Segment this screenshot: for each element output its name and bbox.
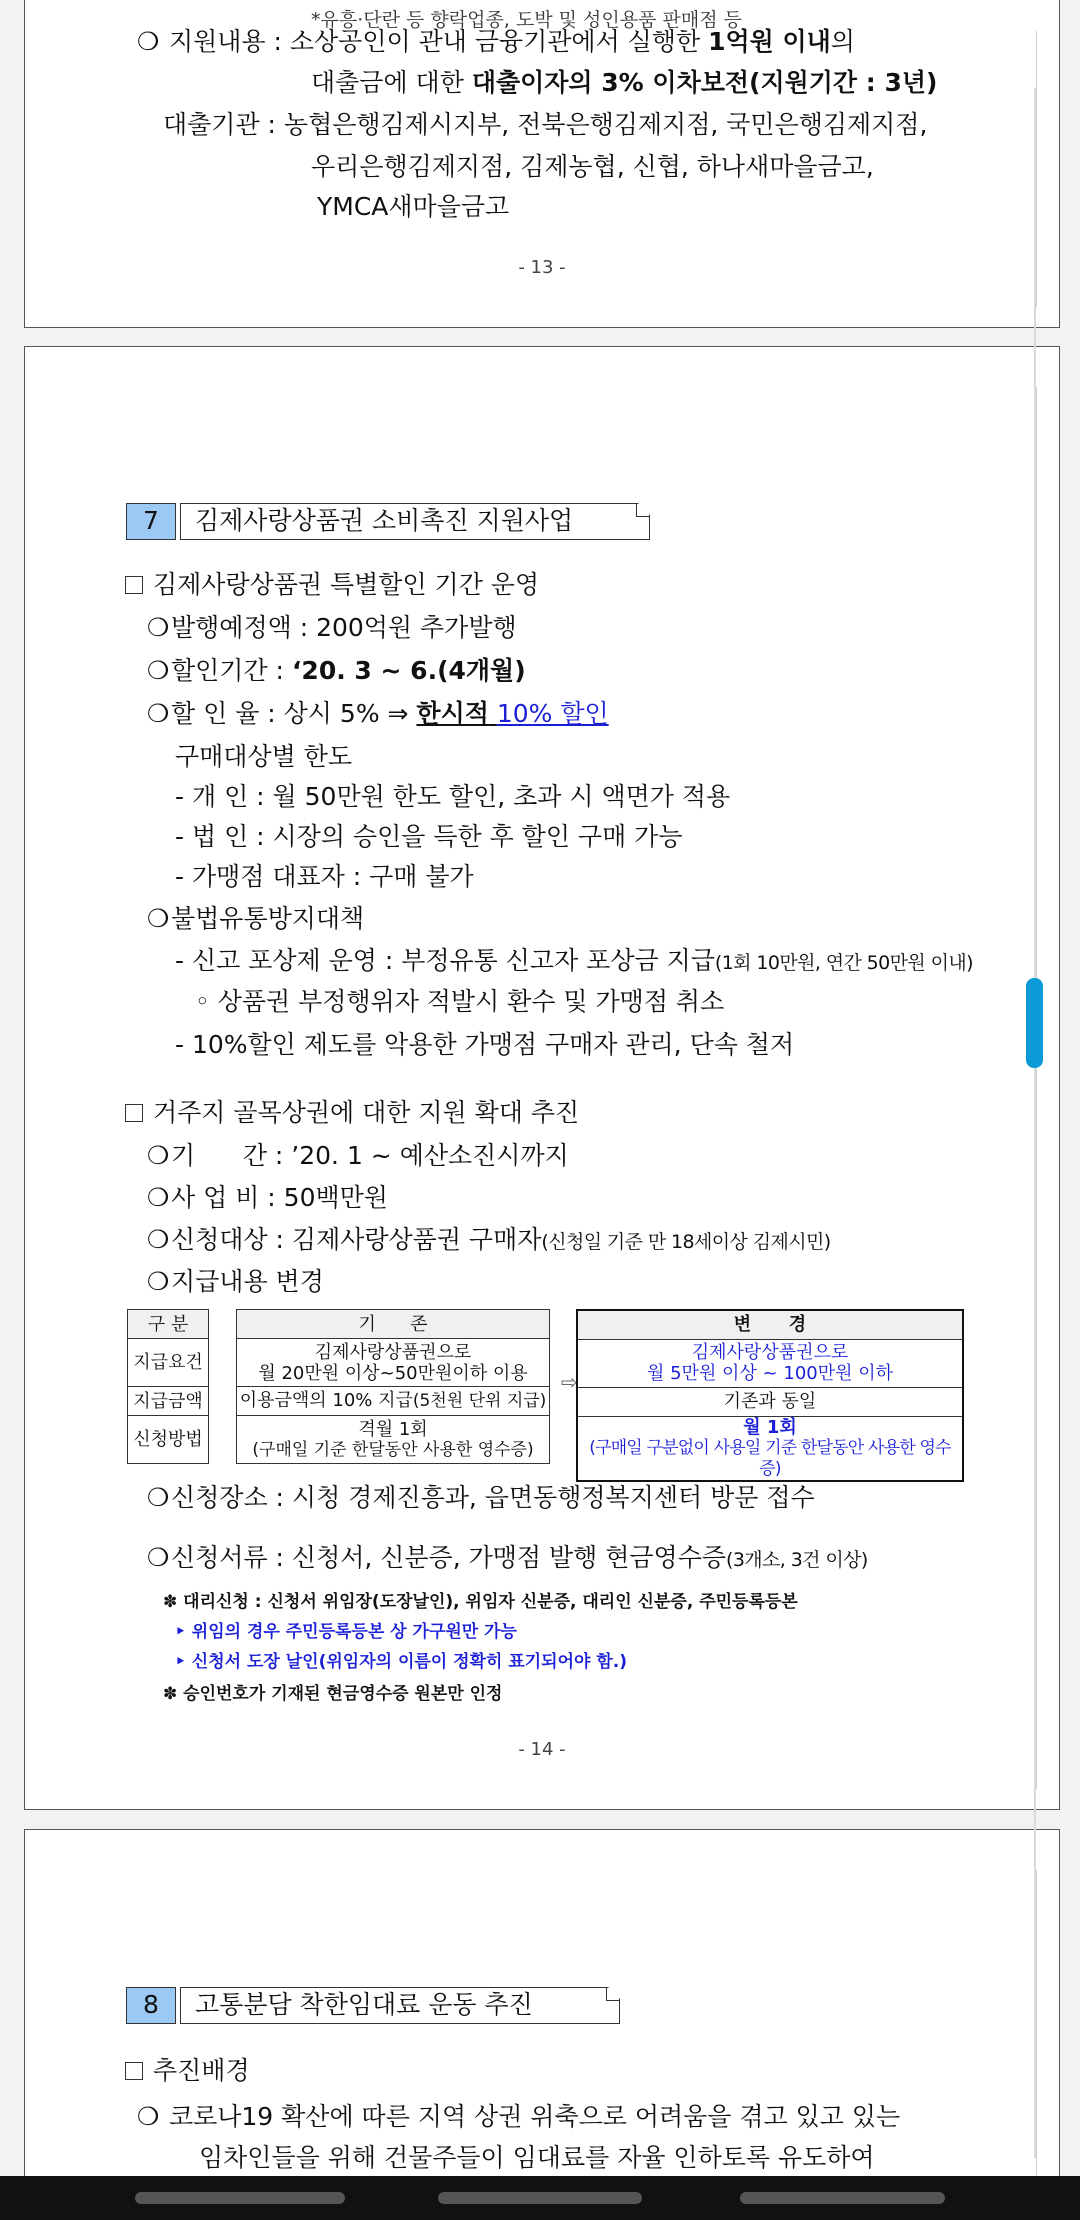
- table-header: 기 존: [237, 1310, 550, 1339]
- lenders-line2: 우리은행김제지점, 김제농협, 신협, 하나새마을금고,: [311, 152, 874, 181]
- limit-individual: - 개 인 : 월 50만원 한도 할인, 초과 시 액면가 적용: [175, 782, 731, 811]
- background-line1: ❍ 코로나19 확산에 따른 지역 상권 위축으로 어려움을 겪고 있고 있는: [137, 2100, 900, 2134]
- approval-note: ✽ 승인번호가 기재된 현금영수증 원본만 인정: [163, 1684, 503, 1704]
- limit-corporation: - 법 인 : 시장의 승인을 득한 후 할인 구매 가능: [175, 822, 683, 851]
- table-category: [127, 1309, 209, 1464]
- circle-bullet-icon: ❍: [147, 1183, 170, 1212]
- heading-background: 추진배경: [125, 2054, 250, 2088]
- fraud-recovery-line: ◦ 상품권 부정행위자 적발시 환수 및 가맹점 취소: [195, 987, 725, 1016]
- heading-alley-support: 거주지 골목상권에 대한 지원 확대 추진: [125, 1096, 579, 1130]
- budget-line: ❍사 업 비 : 50백만원: [147, 1181, 388, 1215]
- page-margin-line: [1036, 1870, 1037, 2208]
- limit-store-owner: - 가맹점 대표자 : 구매 불가: [175, 862, 474, 891]
- page-number: - 14 -: [518, 1739, 566, 1760]
- term-line: ❍기 간 : ’20. 1 ~ 예산소진시까지: [147, 1139, 569, 1173]
- support-content-line2: 대출금에 대한 대출이자의 3% 이차보전(지원기간 : 3년): [311, 68, 938, 97]
- folded-corner-icon: [606, 1987, 620, 2001]
- circle-bullet-icon: ❍: [147, 1543, 170, 1572]
- illegal-prevention-title: ❍불법유통방지대책: [147, 902, 364, 936]
- discount-period-line: ❍할인기간 : ‘20. 3 ~ 6.(4개월): [147, 654, 526, 688]
- table-cell: 김제사랑상품권으로 월 5만원 이상 ~ 100만원 이하: [577, 1339, 963, 1387]
- proxy-note: ✽ 대리신청 : 신청서 위임장(도장날인), 위임자 신분증, 대리인 신분증, 주민등록등본: [163, 1592, 798, 1612]
- proxy-subnote-2: ‣ 신청서 도장 날인(위임자의 이름이 정확히 표기되어야 함.): [175, 1652, 627, 1672]
- checkbox-square-icon: [125, 576, 143, 594]
- circle-bullet-icon: ❍: [147, 656, 170, 685]
- change-arrow-icon: ⇨: [561, 1370, 578, 1394]
- system-navigation-bar: [0, 2176, 1080, 2220]
- document-page-14: [24, 346, 1060, 1810]
- change-title-line: ❍지급내용 변경: [147, 1265, 324, 1299]
- document-page-15: [24, 1829, 1060, 2220]
- section-title-box: 김제사랑상품권 소비촉진 지원사업: [180, 503, 650, 540]
- report-reward-line: - 신고 포상제 운영 : 부정유통 신고자 포상금 지급(1회 10만원, 연간 50만원 이내): [175, 946, 973, 975]
- circle-bullet-icon: ❍: [147, 904, 170, 933]
- table-changed: [576, 1309, 964, 1482]
- nav-handle-right[interactable]: [740, 2192, 945, 2204]
- document-page-13: [24, 0, 1060, 328]
- table-header: 변 경: [577, 1310, 963, 1339]
- abuse-control-line: - 10%할인 제도를 악용한 가맹점 구매자 관리, 단속 철저: [175, 1030, 795, 1059]
- table-existing: [236, 1309, 550, 1464]
- scrollbar-thumb[interactable]: [1026, 978, 1043, 1068]
- table-cell: 이용금액의 10% 지급(5천원 단위 지급): [237, 1387, 550, 1416]
- checkbox-square-icon: [125, 2062, 143, 2080]
- nav-handle-left[interactable]: [135, 2192, 345, 2204]
- limits-title: 구매대상별 한도: [175, 742, 352, 771]
- nav-handle-center[interactable]: [438, 2192, 642, 2204]
- table-cell: 지급요건: [128, 1339, 209, 1387]
- circle-bullet-icon: ❍: [147, 1483, 170, 1512]
- folded-corner-icon: [636, 503, 650, 517]
- target-line: ❍신청대상 : 김제사랑상품권 구매자(신청일 기준 만 18세이상 김제시민): [147, 1223, 831, 1259]
- discount-rate-line: ❍할 인 율 : 상시 5% ⇒ 한시적 10% 할인: [147, 697, 609, 731]
- circle-bullet-icon: ❍: [147, 1267, 170, 1296]
- circle-bullet-icon: ❍: [147, 1141, 170, 1170]
- table-cell: 지급금액: [128, 1387, 209, 1416]
- lenders-line1: 대출기관 : 농협은행김제시지부, 전북은행김제지점, 국민은행김제지점,: [163, 110, 928, 139]
- issue-amount-line: ❍발행예정액 : 200억원 추가발행: [147, 611, 517, 645]
- section-title-box: 고통분담 착한임대료 운동 추진: [180, 1987, 620, 2024]
- exclusion-note: *유흥·단란 등 향락업종, 도박 및 성인용품 판매점 등: [311, 9, 742, 31]
- support-content-line1: ❍ 지원내용 : 소상공인이 관내 금융기관에서 실행한 1억원 이내의: [137, 25, 855, 59]
- circle-bullet-icon: ❍: [147, 613, 170, 642]
- table-cell: 기존과 동일: [577, 1387, 963, 1416]
- proxy-subnote-1: ‣ 위임의 경우 주민등록등본 상 가구원만 가능: [175, 1622, 517, 1642]
- table-cell: 신청방법: [128, 1416, 209, 1464]
- apply-docs-line: ❍신청서류 : 신청서, 신분증, 가맹점 발행 현금영수증(3개소, 3건 이상): [147, 1541, 868, 1577]
- page-number: - 13 -: [518, 257, 566, 278]
- table-header: 구 분: [128, 1310, 209, 1339]
- lenders-line3: YMCA새마을금고: [317, 192, 510, 221]
- section-number-badge: 8: [126, 1987, 176, 2024]
- table-cell: 격월 1회 (구매일 기준 한달동안 사용한 영수증): [237, 1416, 550, 1464]
- circle-bullet-icon: ❍: [147, 699, 170, 728]
- scroll-track: [1034, 88, 1036, 2158]
- circle-bullet-icon: ❍: [147, 1225, 170, 1254]
- heading-special-discount: 김제사랑상품권 특별할인 기간 운영: [125, 568, 539, 602]
- apply-place-line: ❍신청장소 : 시청 경제진흥과, 읍면동행정복지센터 방문 접수: [147, 1481, 815, 1515]
- table-cell: 김제사랑상품권으로 월 20만원 이상~50만원이하 이용: [237, 1339, 550, 1387]
- page-margin-line: [1036, 387, 1037, 1789]
- circle-bullet-icon: ❍: [137, 27, 160, 56]
- table-cell: 월 1회 (구매일 구분없이 사용일 기준 한달동안 사용한 영수증): [577, 1416, 963, 1481]
- circle-bullet-icon: ❍: [137, 2102, 160, 2131]
- section-number-badge: 7: [126, 503, 176, 540]
- checkbox-square-icon: [125, 1104, 143, 1122]
- background-line2: 임차인들을 위해 건물주들이 임대료를 자율 인하토록 유도하여: [199, 2143, 875, 2172]
